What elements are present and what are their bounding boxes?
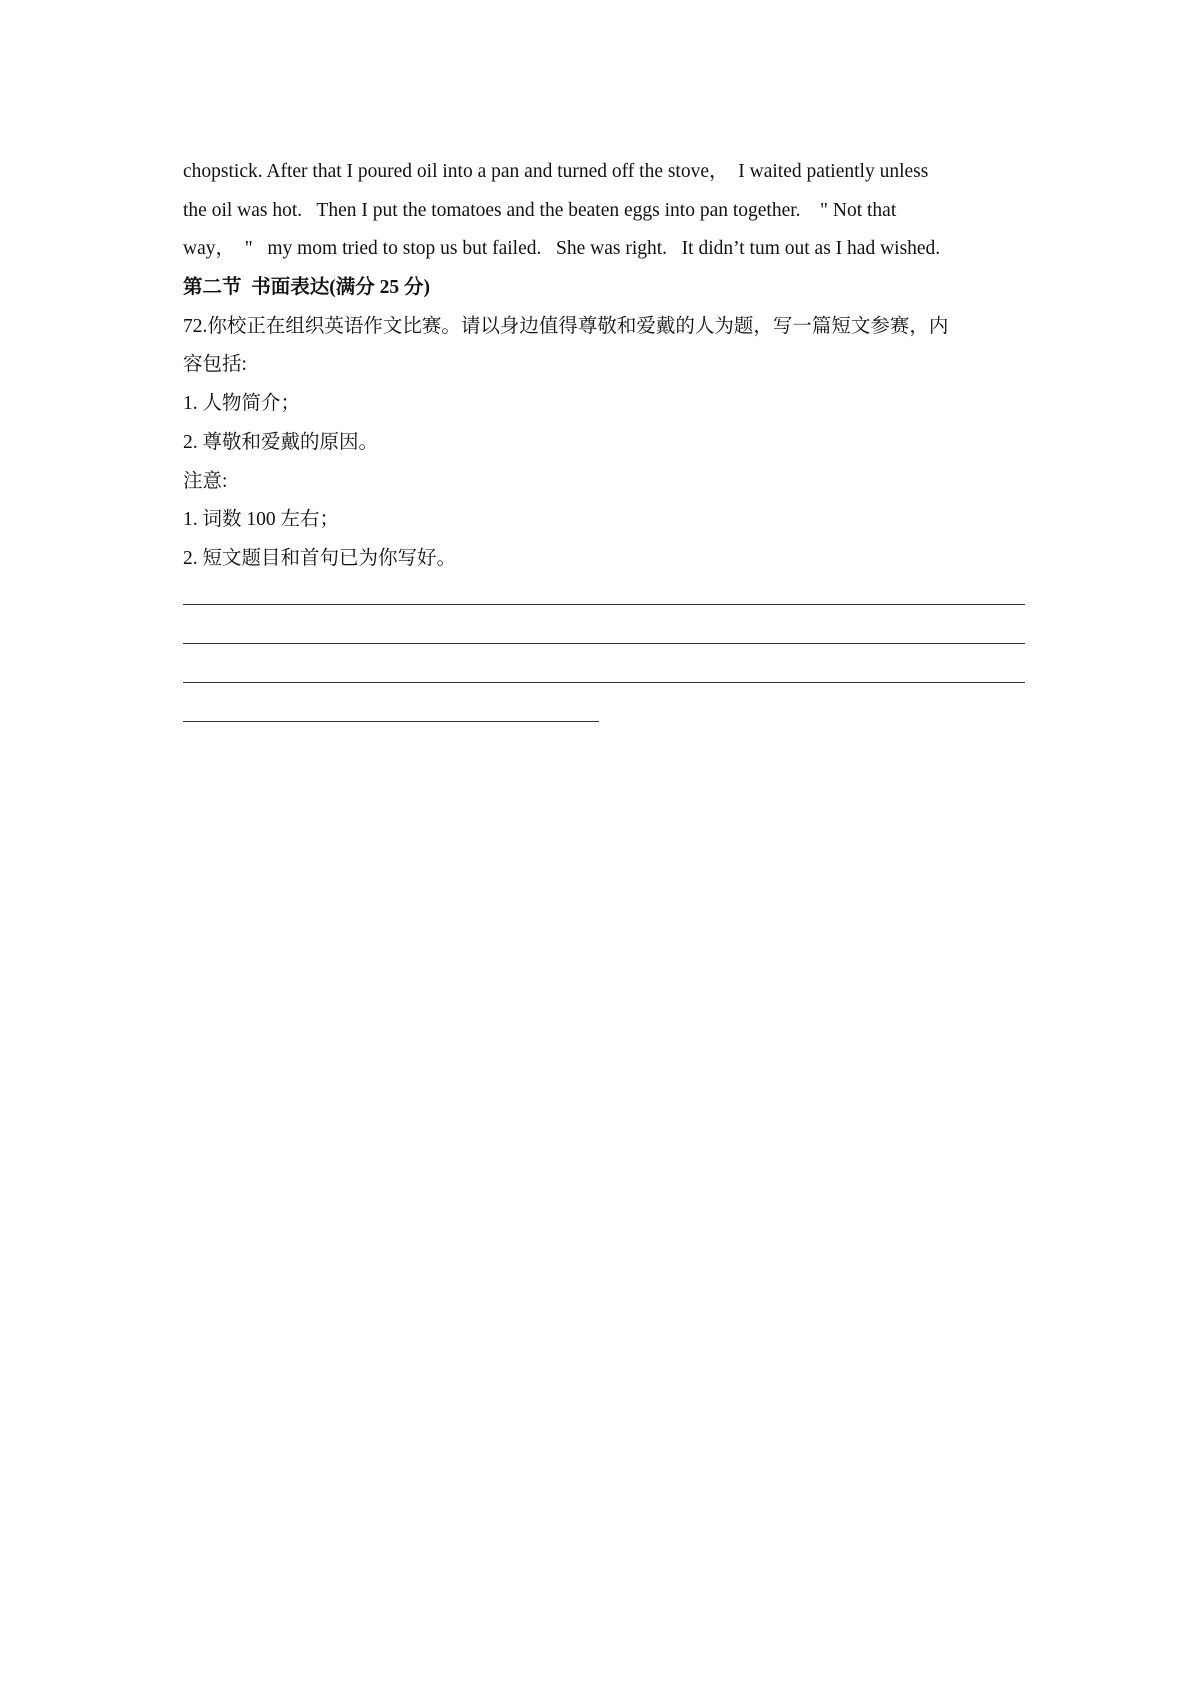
document-text [183,153,1043,579]
passage-line-3: way， " my mom tried to stop us but failed. She was right. It didn’t tum out as I had wished. [183,238,941,260]
answer-line-2 [183,643,1025,644]
note-item-2: 2. 短文题目和首句已为你写好。 [183,547,457,569]
question-prompt-line-1: 72.你校正在组织英语作文比赛。请以身边值得尊敬和爱戴的人为题，写一篇短文参赛，内 [183,315,949,337]
passage-line-1: chopstick. After that I poured oil into a pan and turned off the stove， I waited patiently unless [183,161,929,182]
question-prompt-line-2: 容包括: [183,354,247,376]
content-item-1: 1. 人物简介； [183,393,301,415]
answer-line-3 [183,682,1025,683]
answer-line-4 [183,721,599,722]
passage-line-2: the oil was hot. Then I put the tomatoes and the beaten eggs into pan together. " Not that [183,199,897,221]
section-title: 第二节 书面表达(满分 25 分) [183,277,430,299]
answer-line-1 [183,604,1025,605]
content-item-2: 2. 尊敬和爱戴的原因。 [183,431,379,453]
notes-label: 注意: [183,470,228,492]
note-item-1: 1. 词数 100 左右； [183,509,340,531]
